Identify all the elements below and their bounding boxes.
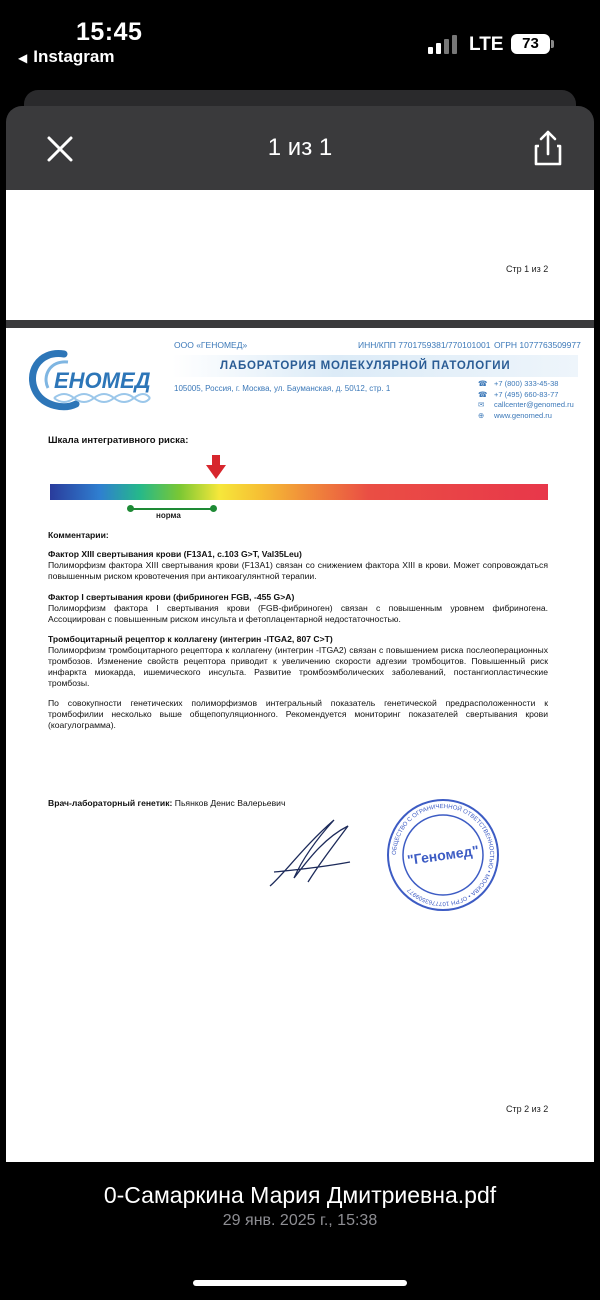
share-icon[interactable] (526, 126, 570, 170)
phone-1: +7 (800) 333-45-38 (494, 379, 559, 388)
status-time: 15:45 (76, 18, 143, 46)
status-bar (0, 0, 600, 80)
company-name: ООО «ГЕНОМЕД» (174, 340, 248, 350)
summary-text: По совокупности генетических полиморфизмов интегральный показатель генетической предрасположенности к тромбофилии несколько выше общепопуляционного. Рекомендуется мониторинг показателей свертывания крови (коагулограмма). (48, 698, 548, 730)
lab-title: ЛАБОРАТОРИЯ МОЛЕКУЛЯРНОЙ ПАТОЛОГИИ (220, 360, 511, 372)
email: callcenter@genomed.ru (494, 400, 574, 409)
battery-icon (511, 34, 550, 54)
risk-scale-bar (50, 484, 548, 500)
stamp-text: "Геномед" (406, 842, 480, 868)
doctor-signature (264, 816, 354, 894)
globe-icon: ⊕ (478, 410, 485, 420)
inn-kpp: ИНН/КПП 7701759381/770101001 (358, 340, 491, 350)
back-to-app-link[interactable] (18, 47, 114, 67)
cellular-signal-icon (428, 34, 460, 54)
comment-text: Полиморфизм фактора XIII свертывания крови (F13A1) связан со снижением фактора XIII в крови. Может сопровождаться повышенным риском кровотечения при антикоагулянтной терапии. (48, 560, 548, 581)
pdf-page-1 (6, 190, 594, 320)
phone-2: +7 (495) 660-83-77 (494, 389, 559, 399)
norm-range-line (130, 508, 214, 510)
page-number: Стр 2 из 2 (506, 1104, 549, 1114)
company-stamp (384, 796, 502, 914)
scale-title: Шкала интегративного риска: (48, 435, 189, 446)
risk-marker-arrow-icon (206, 455, 226, 479)
stamp-ring-text: ОБЩЕСТВО С ОГРАНИЧЕННОЙ ОТВЕТСТВЕННОСТЬЮ • МОСКВА • ОГРН 1077763509977 (391, 803, 495, 907)
network-type: LTE (469, 34, 504, 55)
viewer-header (6, 106, 594, 190)
home-indicator[interactable] (193, 1280, 407, 1286)
pdf-page-2 (6, 328, 594, 1162)
comment-title: Фактор XIII свертывания крови (F13A1, c.103 G>T, Val35Leu) (48, 549, 302, 559)
phone-icon: ☎ (478, 389, 488, 399)
doctor-line (48, 798, 285, 808)
file-date: 29 янв. 2025 г., 15:38 (222, 1212, 378, 1229)
comment-title: Фактор I свертывания крови (фибриноген FGB, -455 G>A) (48, 592, 295, 602)
comment-title: Тромбоцитарный рецептор к коллагену (интегрин -ITGA2, 807 C>T) (48, 634, 333, 644)
genomed-logo (24, 344, 154, 414)
comment-text: Полиморфизм фактора I свертывания крови (FGB-фибриноген) связан с повышенным уровнем фибриногена. Ассоциирован с повышенным риском инсульта и фетоплацентарной недостаточностью. (48, 603, 548, 624)
norm-range-start (127, 505, 134, 512)
page-counter: 1 из 1 (267, 134, 333, 161)
battery-level: 73 (522, 35, 539, 52)
doctor-name: Пьянков Денис Валерьевич (174, 798, 286, 808)
page-number: Стр 1 из 2 (506, 264, 549, 274)
battery-tip (551, 40, 554, 48)
email-icon: ✉ (478, 400, 485, 409)
back-app-label: Instagram (33, 47, 115, 66)
document-viewer[interactable] (6, 190, 594, 1162)
comments-title: Комментарии: (48, 530, 109, 540)
file-name: 0-Самаркина Мария Дмитриевна.pdf (103, 1182, 497, 1208)
ogrn: ОГРН 1077763509977 (494, 340, 581, 350)
doctor-label: Врач-лабораторный генетик: (48, 798, 173, 808)
back-triangle-icon: ◀ (18, 51, 28, 65)
norm-label: норма (156, 511, 181, 520)
website: www.genomed.ru (494, 410, 552, 420)
contacts-block (478, 379, 574, 421)
norm-range-end (210, 505, 217, 512)
svg-text:ЕНОМЕД: ЕНОМЕД (54, 368, 151, 393)
address: 105005, Россия, г. Москва, ул. Бауманская, д. 50\12, стр. 1 (174, 384, 391, 393)
phone-icon: ☎ (478, 379, 488, 388)
comment-text: Полиморфизм тромбоцитарного рецептора к коллагену (интегрин -ITGA2) связан с повышением риска послеоперационных тромбозов. Изменение свойств рецептора приводит к увеличению скорости адгезии тромбоцитов. Повышенный риск инфаркта миокарда, ишемического инсульта. Развитие тромбоэмболических заболеваний, постангиопластические тромбозы. (48, 645, 548, 688)
